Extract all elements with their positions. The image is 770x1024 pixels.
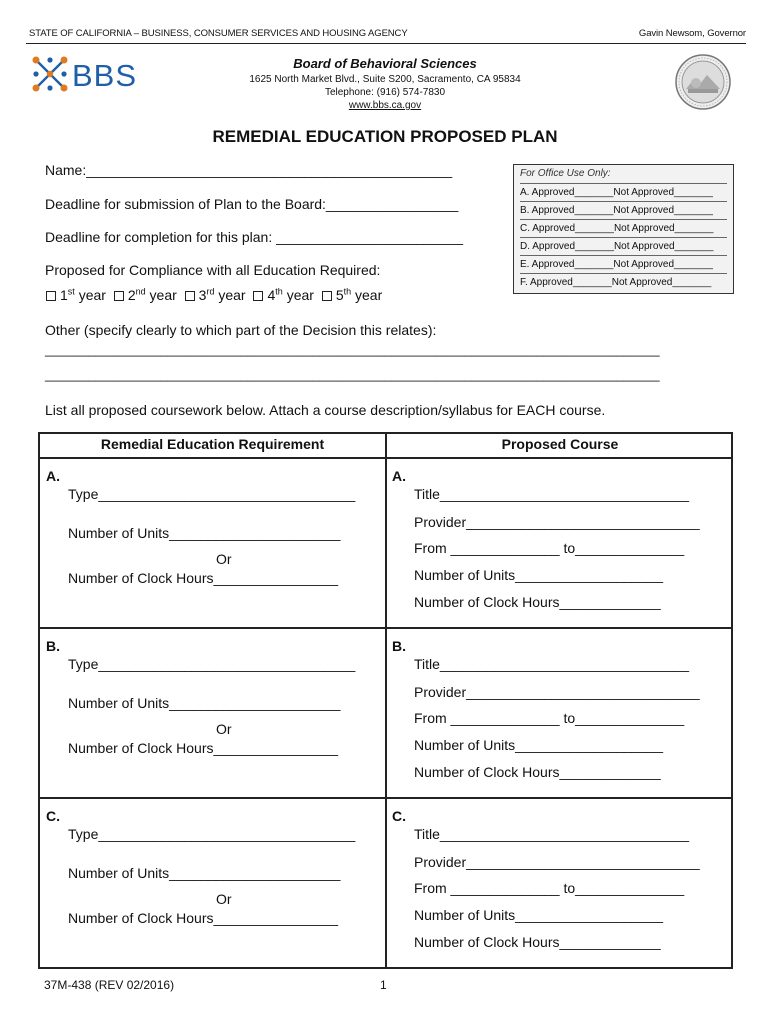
state-seal-icon	[674, 53, 732, 111]
deadline-submission-field[interactable]: Deadline for submission of Plan to the Board:_________________	[45, 196, 459, 212]
list-instruction: List all proposed coursework below. Attach a course description/syllabus for EACH course.	[45, 402, 606, 418]
date-range-field[interactable]: From ______________ to______________	[414, 540, 685, 556]
section-label: C.	[392, 808, 406, 824]
type-field[interactable]: Type_________________________________	[68, 656, 356, 672]
board-info	[200, 56, 570, 111]
logo-text: BBS	[72, 58, 138, 93]
clock-hours-field[interactable]: Number of Clock Hours________________	[68, 740, 339, 756]
or-label: Or	[216, 891, 232, 907]
course-units-field[interactable]: Number of Units___________________	[414, 907, 664, 923]
office-row-b: B. Approved_______Not Approved_______	[520, 201, 727, 219]
other-label: Other (specify clearly to which part of the Decision this relates):	[45, 322, 437, 338]
type-field[interactable]: Type_________________________________	[68, 486, 356, 502]
office-row-e: E. Approved_______Not Approved_______	[520, 255, 727, 273]
header-rule	[26, 43, 746, 44]
provider-field[interactable]: Provider______________________________	[414, 514, 700, 530]
page-title: REMEDIAL EDUCATION PROPOSED PLAN	[212, 127, 558, 146]
section-label: A.	[46, 468, 60, 484]
checkbox-icon[interactable]	[114, 291, 124, 301]
form-number: 37M-438 (REV 02/2016)	[44, 978, 175, 992]
units-field[interactable]: Number of Units______________________	[68, 865, 341, 881]
compliance-label: Proposed for Compliance with all Education Required:	[45, 262, 381, 278]
course-clock-hours-field[interactable]: Number of Clock Hours_____________	[414, 934, 661, 950]
coursework-table	[38, 432, 733, 969]
col-header-requirement: Remedial Education Requirement	[100, 436, 325, 452]
section-label: A.	[392, 468, 406, 484]
office-row-d: D. Approved_______Not Approved_______	[520, 237, 727, 255]
course-title-field[interactable]: Title________________________________	[414, 486, 690, 502]
deadline-completion-field[interactable]: Deadline for completion for this plan: ________________________	[45, 229, 463, 245]
course-title-field[interactable]: Title________________________________	[414, 826, 690, 842]
office-row-a: A. Approved_______Not Approved_______	[520, 183, 727, 201]
clock-hours-field[interactable]: Number of Clock Hours________________	[68, 910, 339, 926]
col-header-proposed-course: Proposed Course	[501, 436, 619, 452]
units-field[interactable]: Number of Units______________________	[68, 695, 341, 711]
board-address: 1625 North Market Blvd., Suite S200, Sacramento, CA 95834	[249, 74, 521, 85]
name-field[interactable]: Name:_______________________________________________	[45, 162, 453, 178]
governor-line: Gavin Newsom, Governor	[638, 28, 746, 39]
provider-field[interactable]: Provider______________________________	[414, 684, 700, 700]
course-clock-hours-field[interactable]: Number of Clock Hours_____________	[414, 764, 661, 780]
course-units-field[interactable]: Number of Units___________________	[414, 737, 664, 753]
year-option-5[interactable]: 5th year	[318, 287, 382, 303]
course-units-field[interactable]: Number of Units___________________	[414, 567, 664, 583]
office-use-box	[513, 164, 734, 294]
section-label: B.	[46, 638, 60, 654]
checkbox-icon[interactable]	[185, 291, 195, 301]
bbs-logo	[30, 54, 165, 94]
date-range-field[interactable]: From ______________ to______________	[414, 880, 685, 896]
year-option-1[interactable]: 1st year	[42, 287, 106, 303]
or-label: Or	[216, 721, 232, 737]
clock-hours-field[interactable]: Number of Clock Hours________________	[68, 570, 339, 586]
top-header	[26, 28, 746, 42]
year-option-3[interactable]: 3rd year	[181, 287, 246, 303]
checkbox-icon[interactable]	[46, 291, 56, 301]
date-range-field[interactable]: From ______________ to______________	[414, 710, 685, 726]
office-use-heading: For Office Use Only:	[520, 168, 611, 179]
provider-field[interactable]: Provider______________________________	[414, 854, 700, 870]
year-option-2[interactable]: 2nd year	[110, 287, 177, 303]
course-title-field[interactable]: Title________________________________	[414, 656, 690, 672]
board-name: Board of Behavioral Sciences	[293, 56, 477, 71]
year-checkboxes	[42, 286, 382, 303]
other-line-1[interactable]: _____________________________________________________________________________________	[45, 342, 660, 357]
units-field[interactable]: Number of Units______________________	[68, 525, 341, 541]
agency-line: STATE OF CALIFORNIA – BUSINESS, CONSUMER SERVICES AND HOUSING AGENCY	[29, 28, 408, 39]
office-row-c: C. Approved_______Not Approved_______	[520, 219, 727, 237]
office-row-f: F. Approved_______Not Approved_______	[520, 273, 727, 291]
year-option-4[interactable]: 4th year	[249, 287, 313, 303]
board-telephone: Telephone: (916) 574-7830	[324, 87, 446, 98]
section-label: C.	[46, 808, 60, 824]
course-clock-hours-field[interactable]: Number of Clock Hours_____________	[414, 594, 661, 610]
checkbox-icon[interactable]	[253, 291, 263, 301]
board-website-link[interactable]: www.bbs.ca.gov	[348, 100, 422, 111]
other-line-2[interactable]: _____________________________________________________________________________________	[45, 367, 660, 382]
page-number: 1	[380, 978, 387, 992]
section-label: B.	[392, 638, 406, 654]
or-label: Or	[216, 551, 232, 567]
checkbox-icon[interactable]	[322, 291, 332, 301]
type-field[interactable]: Type_________________________________	[68, 826, 356, 842]
